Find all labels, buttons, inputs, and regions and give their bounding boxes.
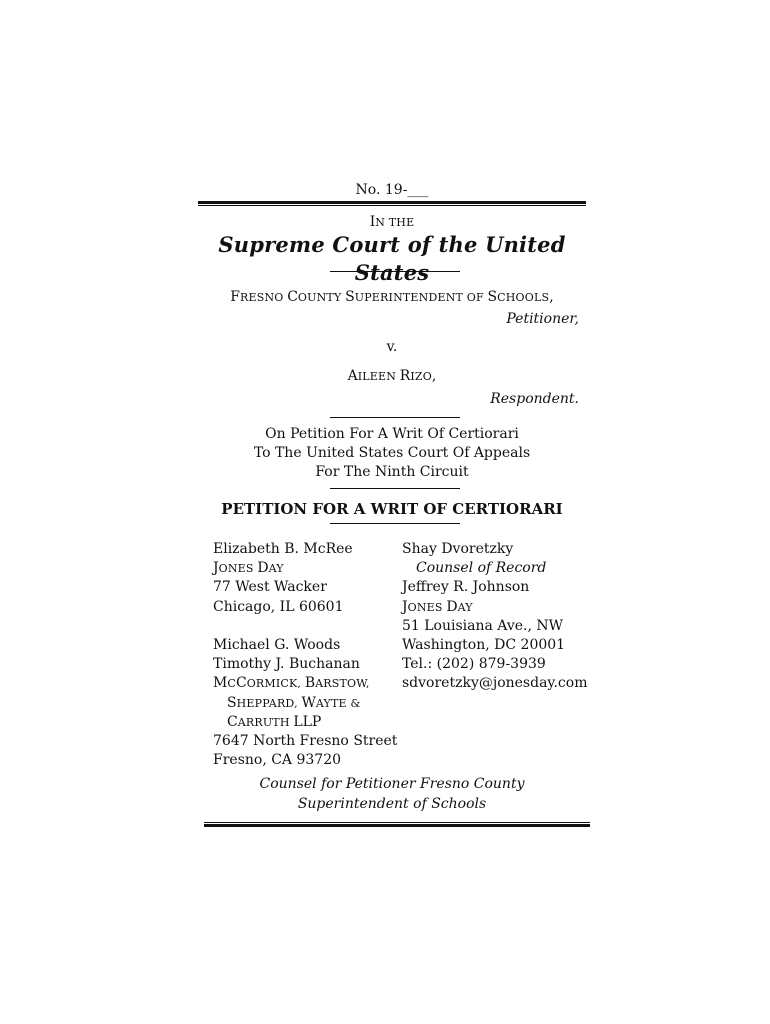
sc-cap: F: [230, 289, 241, 305]
sc-rest: IZO: [410, 370, 432, 383]
firm-name: [402, 598, 602, 617]
respondent-name: [198, 367, 586, 386]
attorney-name: Shay Dvoretzky: [402, 541, 514, 557]
sc-rest: OUNTY: [297, 291, 346, 304]
separator-rule: [330, 417, 460, 418]
respondent-role: Respondent.: [490, 391, 579, 407]
separator-rule: [330, 523, 460, 524]
petition-title: PETITION FOR A WRIT OF CERTIORARI: [221, 500, 563, 518]
name-comma: ,: [549, 289, 554, 305]
attorney-name: Michael G. Woods: [213, 636, 341, 653]
firm-name-line: [213, 674, 403, 693]
sc-cap: R: [399, 368, 411, 384]
firm-name-line: [213, 713, 403, 732]
address-line: Washington, DC 20001: [402, 636, 566, 653]
counsel-of-record: Counsel of Record: [416, 560, 547, 577]
docket-number: No. 19-___: [355, 182, 429, 198]
address-line: Chicago, IL 60601: [213, 598, 344, 615]
versus: v.: [386, 339, 398, 355]
sc-rest: RESNO: [240, 291, 288, 304]
attorney-name: Elizabeth B. McRee: [213, 541, 353, 557]
petitioner-role: Petitioner,: [506, 311, 579, 327]
address-line: 7647 North Fresno Street: [213, 732, 398, 749]
sc-rest: AY: [457, 600, 473, 614]
sc-cap: S: [487, 289, 498, 305]
sc-rest: ARRUTH: [237, 715, 294, 729]
sc-rest: CHOOLS: [497, 291, 550, 304]
in-the-label: [198, 213, 586, 232]
court-name: Supreme Court of the United States: [218, 232, 566, 285]
proceeding-line: On Petition For A Writ Of Certiorari: [265, 426, 519, 442]
sc-cap: W: [301, 694, 316, 711]
firm-suffix: LLP: [293, 713, 322, 730]
attorney-name: Timothy J. Buchanan: [213, 656, 360, 673]
sc-rest: ILEEN: [357, 370, 400, 383]
sc-rest: ONES: [407, 600, 447, 614]
in-the-rest: N THE: [375, 216, 415, 229]
sc-rest: HEPPARD,: [236, 696, 302, 710]
top-double-rule: [198, 201, 586, 206]
separator-rule: [330, 488, 460, 489]
counsel-for-line: Counsel for Petitioner Fresno County: [259, 776, 525, 792]
sc-rest: ORMICK,: [246, 677, 305, 691]
spacer: [213, 617, 403, 636]
sc-cap: A: [347, 368, 358, 384]
email-address: sdvoretzky@jonesday.com: [402, 675, 588, 692]
sc-rest: AY: [268, 562, 284, 576]
sc-rest: UPERINTENDENT OF: [354, 291, 488, 304]
sc-cap: M: [213, 675, 228, 692]
counsel-for-line: Superintendent of Schools: [297, 796, 487, 812]
name-comma: ,: [431, 368, 437, 384]
sc-cap: C: [227, 713, 238, 730]
attorney-name: Jeffrey R. Johnson: [402, 579, 530, 596]
proceeding-line: To The United States Court Of Appeals: [253, 445, 531, 461]
firm-name: [213, 559, 403, 578]
sc-cap: S: [345, 289, 355, 305]
sc-rest: AYTE &: [315, 696, 361, 710]
address-line: 77 West Wacker: [213, 579, 327, 596]
address-line: 51 Louisiana Ave., NW: [402, 617, 564, 634]
sc-cap: S: [227, 694, 237, 711]
sc-cap: J: [402, 598, 408, 615]
separator-rule: [330, 271, 460, 272]
sc-cap: B: [304, 675, 316, 692]
sc-cap: C: [287, 289, 298, 305]
sc-rest: ARSTOW,: [315, 677, 370, 691]
sc-rest: ONES: [218, 562, 258, 576]
in-the-initial: I: [369, 214, 376, 230]
sc-cap: D: [257, 560, 269, 577]
attorneys-right-column: [402, 540, 602, 694]
sc-cap: J: [213, 560, 219, 577]
sc-cap: D: [446, 598, 458, 615]
firm-name-line: [213, 694, 403, 713]
petitioner-name: [198, 288, 586, 307]
address-line: Fresno, CA 93720: [213, 752, 342, 769]
phone-number: Tel.: (202) 879-3939: [402, 656, 546, 673]
sc-rest: C: [227, 677, 236, 691]
bottom-double-rule: [204, 822, 590, 827]
sc-cap: C: [235, 675, 247, 692]
proceeding-line: For The Ninth Circuit: [315, 464, 469, 480]
attorneys-left-column: [213, 540, 403, 770]
